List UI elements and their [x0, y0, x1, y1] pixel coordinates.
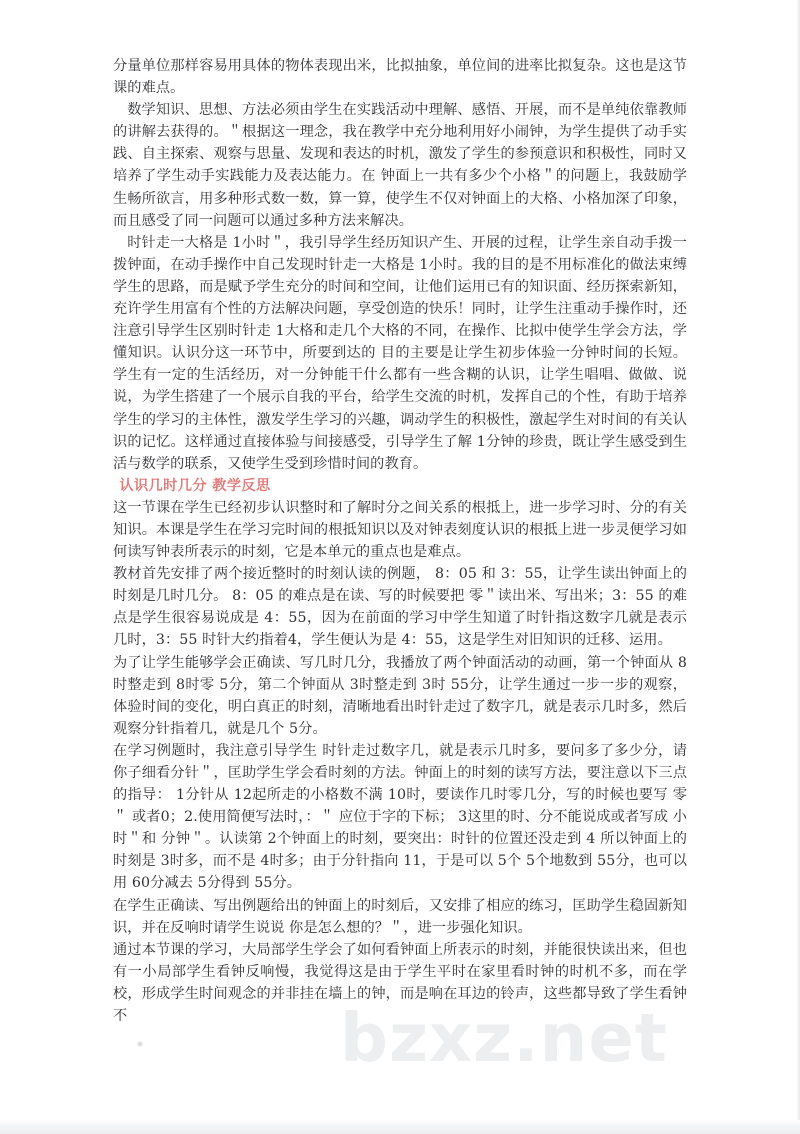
- section-heading: 认识几时几分 教学反思: [119, 477, 271, 494]
- paragraph-2: 数学知识、思想、方法必须由学生在实践活动中理解、感悟、开展，而不是单纯依靠教师的讲解去获得的。＂根据这一理念，我在教学中充分地利用好小闹钟，为学生提供了动手实践、自主探索、观察与思量、发现和表达的时机，激发了学生的参预意识和积极性，同时又培养了学生动手实践能力及表达能力。在 钟面上一共有多少个小格＂的问题上，我鼓励学生畅所欲言，用多种形式数一数，算一算，使学生不仅对钟面上的大格、小格加深了印象，而且感受了同一问题可以通过多种方法来解决。: [113, 102, 687, 229]
- site-watermark: bzxz.net: [340, 999, 668, 1077]
- paragraph-1: 分量单位那样容易用具体的物体表现出米，比拟抽象，单位间的进率比拟复杂。这也是这节课的难点。: [113, 58, 687, 97]
- paragraph-5: 教材首先安排了两个接近整时的时刻认读的例题， 8：05 和 3：55，让学生读出钟面上的时刻是几时几分。 8：05 的难点是在读、写的时候要把 零＂读出米、写出米；3：55 的难点是学生很容易说成是 4：55，因为在前面的学习中学生知道了时针指这数字几就是表示几时，3：55 时针大约指着4，学生便认为是 4：55，这是学生对旧知识的迁移、运用。: [113, 566, 687, 649]
- paragraph-6: 为了让学生能够学会正确读、写几时几分，我播放了两个钟面活动的动画，第一个钟面从 8时整走到 8时零 5分，第二个钟面从 3时整走到 3时 55分，让学生通过一步一步的观察，体验时间的变化，明白真正的时刻，清晰地看出时针走过了数字几，就是表示几时多，然后 观察分针指着几，就是几个 5分。: [113, 654, 687, 737]
- document-body: [113, 55, 687, 1027]
- paragraph-9: 通过本节课的学习，大局部学生学会了如何看钟面上所表示的时刻，并能很快读出来，但也有一小局部学生看钟反响慢，我觉得这是由于学生平时在家里看时钟的时机不多，而在学校，形成学生时间观念的并非挂在墙上的钟，而是响在耳边的铃声，这些都导致了学生看钟不: [113, 941, 687, 1025]
- page-bottom-edge: [0, 1120, 800, 1134]
- paragraph-8: 在学生正确读、写出例题给出的钟面上的时刻后，又安排了相应的练习，匡助学生稳固新知识，并在反响时请学生说说 你是怎么想的？＂，进一步强化知识。: [113, 897, 687, 936]
- paragraph-7: 在学习例题时，我注意引导学生 时针走过数字几，就是表示几时多，要问多了多少分，请你子细看分针＂，匡助学生学会看时刻的方法。钟面上的时刻的读写方法，要注意以下三点的指导： 1分针从 12起所走的小格数不满 10时，要读作几时零几分，写的时候也要写 零＂ 或者0；2.使用简便写法时，：＂ 应位于字的下标； 3这里的时、分不能说成或者写成 小时＂和 分钟＂。认读第 2个钟面上的时刻，要突出：时针的位置还没走到 4 所以钟面上的时刻是 3时多，而不是 4时多；由于分针指向 11，于是可以 5个 5个地数到 55分，也可以用 60分减去 5分得到 55分。: [113, 742, 687, 892]
- scan-artifact-speck: [137, 1041, 143, 1047]
- paragraph-3: 时针走一大格是 1小时＂，我引导学生经历知识产生、开展的过程，让学生亲自动手拨一拨钟面，在动手操作中自己发现时针走一大格是 1小时。我的目的是不用标准化的做法束缚 学生的思路，而是赋予学生充分的时间和空间，让他们运用已有的知识面、经历探索新知，充许学生用富有个性的方法解决问题，享受创造的快乐！同时，让学生注重动手操作时，还 注意引导学生区别时针走 1大格和走几个大格的不同，在操作、比拟中使学生学会方法，学 懂知识。认识分这一环节中，所要到达的 目的主要是让学生初步体验一分钟时间的长短。学生有一定的生活经历，对一分钟能干什么都有一些含糊的认识，让学生唱唱、做做、说说，为学生搭建了一个展示自我的平台，给学生交流的时机，发挥自己的个性，有助于培养学生的学习的主体性，激发学生学习的兴趣，调动学生的积极性，激起学生对时间的有关认识的记忆。这样通过直接体验与间接感受，引导学生了解 1分钟的珍贵，既让学生感受到生活与数学的联系，又使学生受到珍惜时间的教育。: [113, 234, 687, 472]
- paragraph-4: 这一节课在学生已经初步认识整时和了解时分之间关系的根抵上，进一步学习时、分的有关知识。本课是学生在学习完时间的根抵知识以及对钟表刻度认识的根抵上进一步灵便学习如何读写钟表所表示的时刻，它是本单元的重点也是难点。: [113, 499, 687, 561]
- page-right-edge: [796, 0, 800, 1134]
